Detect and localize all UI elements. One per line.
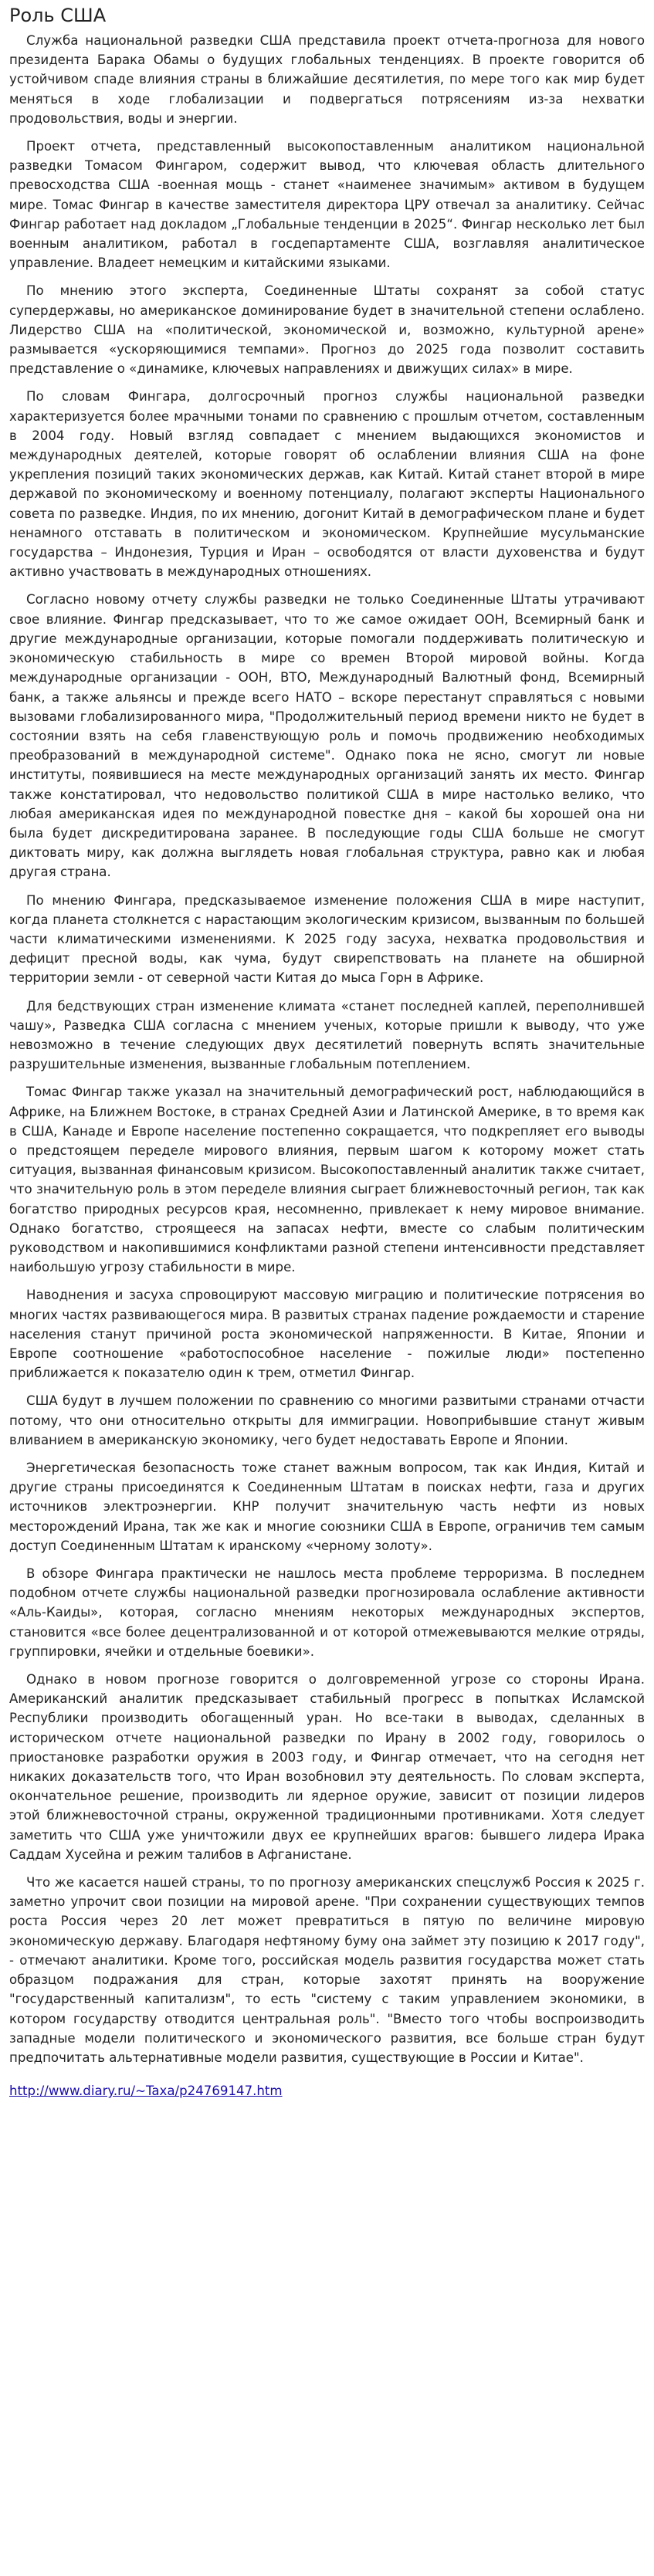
article-paragraph-11: Энергетическая безопасность тоже станет важным вопросом, так как Индия, Китай и другие страны присоединятся к Соединенным Штатам в поисках нефти, газа и других источников электроэнергии. КНР получит значительную часть нефти из новых месторождений Ирана, так же как и многие союзники США в Европе, ограничив тем самым доступ Соединенным Штатам к иранскому «черному золоту». bbox=[9, 1461, 645, 1553]
article-paragraph-6: По мнению Фингара, предсказываемое изменение положения США в мире наступит, когда планета столкнется с нарастающим экологическим кризисом, вызванным по большей части климатическими изменениями. К 2025 году засуха, нехватка продовольствия и дефицит пресной воды, как чума, будут свирепствовать на планете на обширной территории земли - от северной части Китая до мыса Горн в Африке. bbox=[9, 892, 645, 986]
page-title: Роль США bbox=[9, 5, 107, 26]
article-body bbox=[9, 31, 645, 2067]
article-paragraph-9: Наводнения и засуха спровоцируют массовую миграцию и политические потрясения во многих частях развивающегося мира. В развитых странах падение рождаемости и старение населения станут причиной роста экономической напряженности. В Китае, Японии и Европе соотношение «работоспособное население - пожилые люди» постепенно приближается к показателю один к трем, отметил Фингар. bbox=[9, 1288, 645, 1381]
article-paragraph-2: Проект отчета, представленный высокопоставленным аналитиком национальной разведки Томасом Фингаром, содержит вывод, что ключевая область длительного превосходства США -военная мощь - станет «наименее значимым» активом в будущем мире. Томас Фингар в качестве заместителя директора ЦРУ отвечал за аналитику. Сейчас Фингар работает над докладом „Глобальные тенденции в 2025“. Фингар несколько лет был военным аналитиком, работал в госдепартаменте США, возглавляя аналитическое управление. Владеет немецким и китайскими языками. bbox=[9, 139, 645, 271]
article-paragraph-4: По словам Фингара, долгосрочный прогноз службы национальной разведки характеризуется более мрачными тонами по сравнению с прошлым отчетом, составленным в 2004 году. Новый взгляд совпадает с мнением выдающихся экономистов и международных деятелей, которые говорят об ослаблении влияния США на фоне укрепления позиций таких экономических держав, как Китай. Китай станет второй в мире державой по экономическому и военному потенциалу, полагают эксперты Национального совета по разведке. Индия, по их мнению, догонит Китай в демографическом плане и будет ненамного отставать в политическом и экономическом. Крупнейшие мусульманские государства – Индонезия, Турция и Иран – освободятся от власти духовенства и будут активно участвовать в международных отношениях. bbox=[9, 389, 645, 580]
article-paragraph-10: США будут в лучшем положении по сравнению со многими развитыми странами отчасти потому, что они относительно открыты для иммиграции. Новоприбывшие станут живым вливанием в американскую экономику, чего будет недоставать Европе и Японии. bbox=[9, 1393, 645, 1447]
article-paragraph-8: Томас Фингар также указал на значительный демографический рост, наблюдающийся в Африке, на Ближнем Востоке, в странах Средней Азии и Латинской Америке, в то время как в США, Канаде и Европе население постепенно сокращается, что подкрепляет его выводы о предстоящем переделе мирового влияния, первым шагом к которому может стать ситуация, вызванная финансовым кризисом. Высокопоставленный аналитик также считает, что значительную роль в этом переделе влияния сыграет ближневосточный регион, так как богатство природных ресурсов края, несомненно, привлекает к нему мировое внимание. Однако богатство, строящееся на запасах нефти, вместе со слабым политическим руководством и накопившимися конфликтами разной степени интенсивности представляет наибольшую угрозу стабильности в мире. bbox=[9, 1085, 645, 1275]
article-paragraph-3: По мнению этого эксперта, Соединенные Штаты сохранят за собой статус супердержавы, но американское доминирование будет в значительной степени ослаблено. Лидерство США на «политической, экономической и, возможно, культурной арене» размывается «ускоряющимися темпами». Прогноз до 2025 года позволит составить представление о «динамике, ключевых направлениях и движущих силах» в мире. bbox=[9, 283, 645, 377]
article-paragraph-13: Однако в новом прогнозе говорится о долговременной угрозе со стороны Ирана. Американский аналитик предсказывает стабильный прогресс в попытках Исламской Республики производить обогащенный уран. Но все-таки в выводах, сделанных в историческом отчете национальной разведки по Ирану в 2002 году, говорилось о приостановке разработки оружия в 2003 году, и Фингар отмечает, что на сегодня нет никаких доказательств того, что Иран возобновил эту деятельность. По словам эксперта, окончательное решение, производить ли ядерное оружие, зависит от позиции лидеров этой ближневосточной страны, окруженной традиционными противниками. Хотя следует заметить что США уже уничтожили двух ее крупнейших врагов: бывшего лидера Ирака Саддам Хусейна и режим талибов в Афганистане. bbox=[9, 1672, 645, 1862]
article-paragraph-12: В обзоре Фингара практически не нашлось места проблеме терроризма. В последнем подобном отчете службы национальной разведки прогнозировала ослабление активности «Аль-Каиды», которая, согласно мнениям некоторых международных экспертов, становится «все более децентрализованной и от которой отмежевываются мелкие отряды, группировки, ячейки и отдельные боевики». bbox=[9, 1566, 645, 1659]
article-paragraph-5: Согласно новому отчету службы разведки не только Соединенные Штаты утрачивают свое влияние. Фингар предсказывает, что то же самое ожидает ООН, Всемирный банк и другие международные организации, которые помогали поддерживать политическую и экономическую стабильность в мире со времен Второй мировой войны. Когда международные организации - ООН, ВТО, Международный Валютный фонд, Всемирный банк, а также альянсы и прежде всего НАТО – вскоре перестанут справляться с новыми вызовами глобализированного мира, "Продолжительный период времени никто не будет в состоянии взять на себя главенствующую роль и помочь продвижению необходимых преобразований в международной системе". Однако пока не ясно, смогут ли новые институты, появившиеся на месте международных организаций занять их место. Фингар также констатировал, что недовольство политикой США в мире настолько велико, что любая американская идея по международной повестке дня – какой бы хорошей она ни была будет дискредитирована заранее. В последующие годы США больше не смогут диктовать миру, как должна выглядеть новая глобальная структура, равно как и любая другая страна. bbox=[9, 592, 645, 880]
article-paragraph-14: Что же касается нашей страны, то по прогнозу американских спецслужб Россия к 2025 г. заметно упрочит свои позиции на мировой арене. "При сохранении существующих темпов роста Россия через 20 лет может превратиться в пятую по величине мировую экономическую державу. Благодаря нефтяному буму она займет эту позицию к 2017 году", - отмечают аналитики. Кроме того, российская модель развития государства может стать образцом подражания для стран, которые захотят принять на вооружение "государственный капитализм", то есть "систему с таким управлением экономики, в котором государству отводится центральная роль". "Вместо того чтобы воспроизводить западные модели политического и экономического развития, все больше стран будут предпочитать альтернативные модели развития, существующие в России и Китае". bbox=[9, 1875, 645, 2065]
article-paragraph-7: Для бедствующих стран изменение климата «станет последней каплей, переполнившей чашу», Разведка США согласна с мнением ученых, которые пришли к выводу, что уже невозможно в течение следующих двух десятилетий повернуть вспять значительные разрушительные изменения, вызванные глобальным потеплением. bbox=[9, 998, 645, 1072]
source-link[interactable]: http://www.diary.ru/~Taxa/p24769147.htm bbox=[9, 2083, 283, 2099]
article-paragraph-1: Служба национальной разведки США представила проект отчета-прогноза для нового президента Барака Обамы о будущих глобальных тенденциях. В проекте говорится об устойчивом спаде влияния страны в ближайшие десятилетия, по мере того как мир будет меняться в ходе глобализации и подвергаться потрясениям из-за нехватки продовольствия, воды и энергии. bbox=[9, 33, 645, 126]
